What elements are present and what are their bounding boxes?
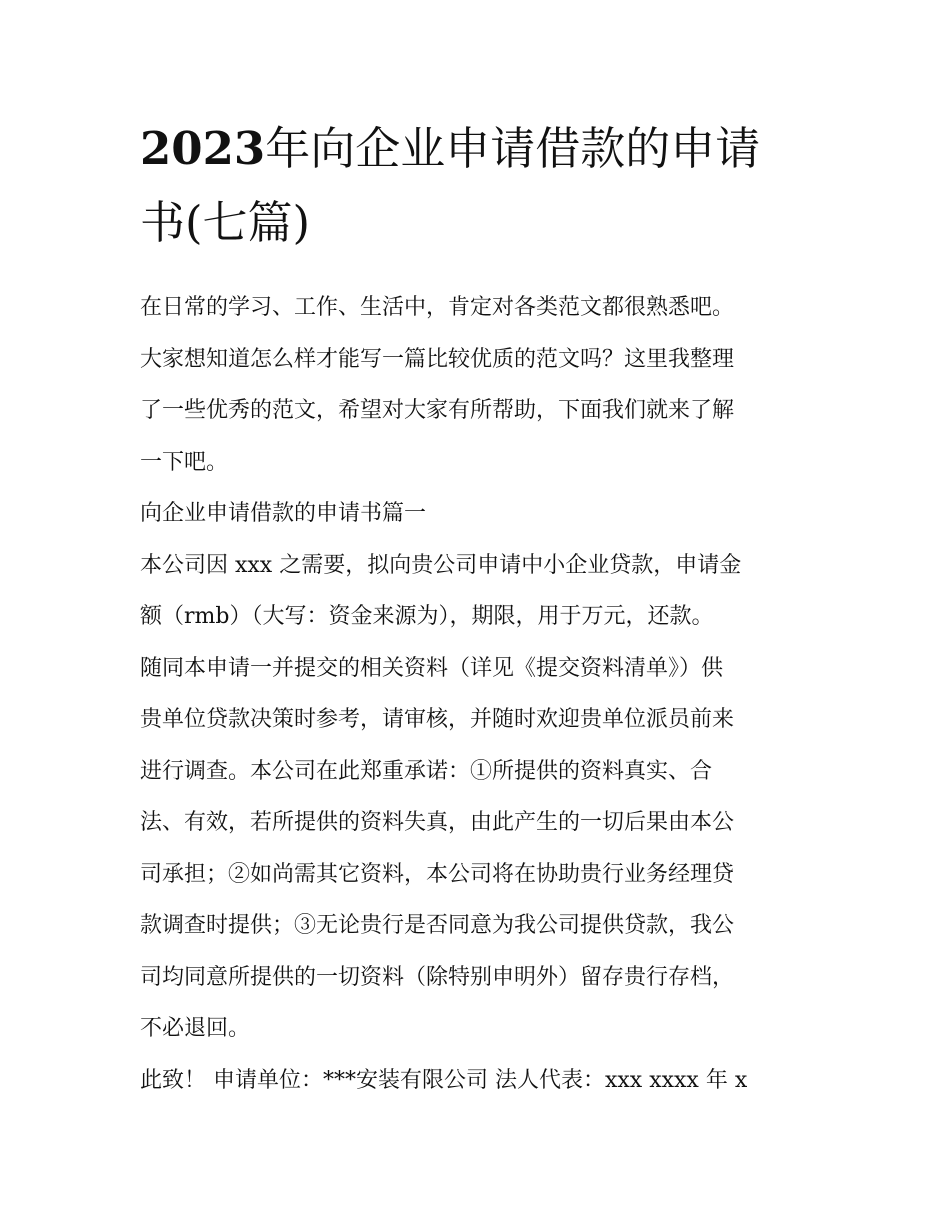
body-text [140,282,820,1106]
text-line: 司均同意所提供的一切资料（除特别申明外）留存贵行存档， [140,964,735,990]
text-line: 司承担；②如尚需其它资料，本公司将在协助贵行业务经理贷 [140,861,735,887]
text-line: 进行调查。本公司在此郑重承诺：①所提供的资料真实、合 [140,758,713,784]
text-line: 额（rmb）（大写：资金来源为），期限，用于万元，还款。 [140,604,714,629]
text-line: 在日常的学习、工作、生活中，肯定对各类范文都很熟悉吧。 [140,295,735,320]
title-year: 2023 [140,122,266,175]
text-line: 法、有效，若所提供的资料失真，由此产生的一切后果由本公 [140,810,735,835]
text-line: 一下吧。 [140,449,229,475]
text-line: 款调查时提供；③无论贵行是否同意为我公司提供贷款，我公 [140,913,735,938]
text-line: 不必退回。 [140,1016,251,1041]
text-line: 大家想知道怎么样才能写一篇比较优质的范文吗？这里我整理 [140,346,735,372]
document-content [140,112,820,1106]
text-line: 了一些优秀的范文，希望对大家有所帮助，下面我们就来了解 [140,398,735,423]
section-heading: 向企业申请借款的申请书篇一 [140,501,427,526]
closing-line: 此致！ 申请单位：***安装有限公司 法人代表：xxx xxxx 年 x [140,1067,748,1093]
title-line-1-text: 年向企业申请借款的申请 [265,122,761,175]
text-line: 本公司因 xxx 之需要，拟向贵公司申请中小企业贷款，申请金 [140,552,742,578]
document-title [140,112,820,260]
text-line: 贵单位贷款决策时参考，请审核，并随时欢迎贵单位派员前来 [140,707,735,732]
text-line: 随同本申请一并提交的相关资料（详见《提交资料清单》）供 [140,655,724,681]
title-line-2-text: 书(七篇) [140,196,311,249]
